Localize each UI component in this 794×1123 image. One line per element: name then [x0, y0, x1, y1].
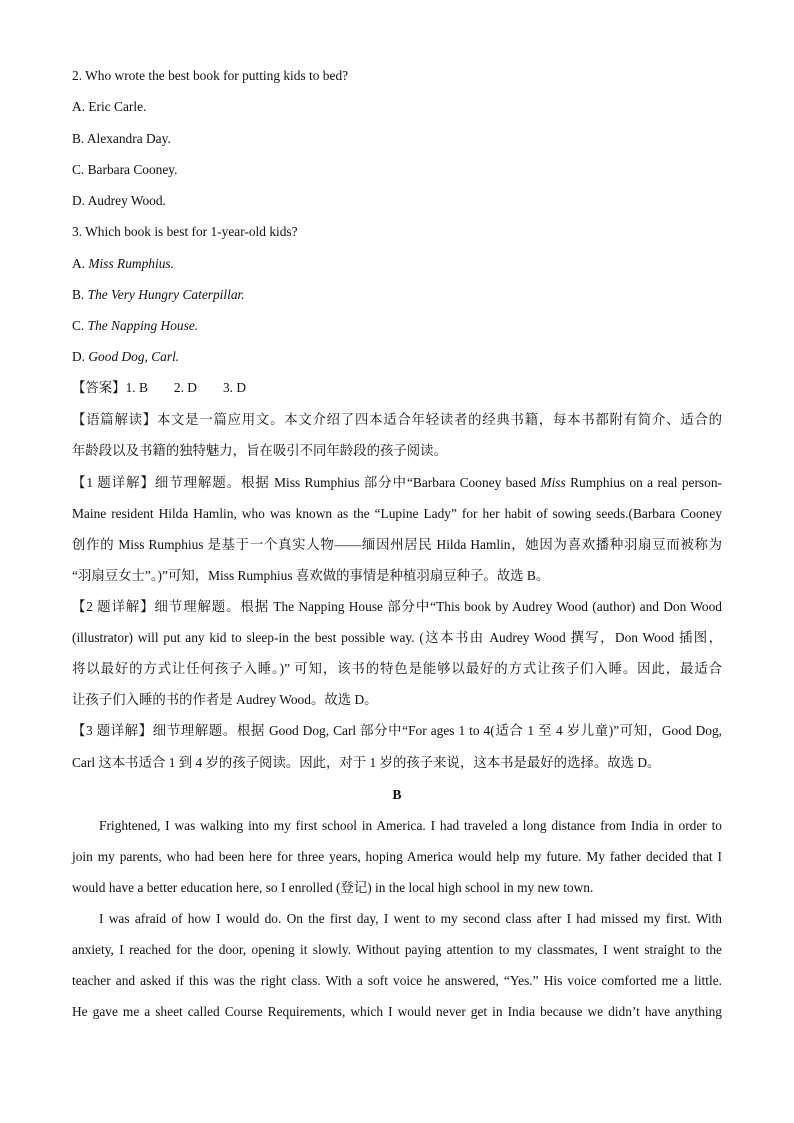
passage-b-para2-line-3: teacher and asked if this was the right class. With a soft voice he answered, “Yes.” His voice comforted me a little.	[72, 973, 722, 988]
book-title: The Very Hungry Caterpillar.	[87, 287, 245, 302]
q2-option-c: C. Barbara Cooney.	[72, 162, 178, 177]
detail3-line-1	[72, 722, 722, 740]
answer-line	[72, 379, 246, 397]
detail2-line-4: 让孩子们入睡的书的作者是 Audrey Wood。故选 D。	[72, 692, 378, 707]
answer-item: 2. D	[173, 380, 197, 395]
detail2-label: 【2 题详解】	[72, 599, 155, 614]
passage-b-para2-line-1: I was afraid of how I would do. On the first day, I went to my second class after I had missed my first. With	[99, 911, 722, 926]
option-letter: A.	[72, 256, 86, 271]
analysis-label: 【语篇解读】	[72, 412, 157, 427]
passage-b-para2-line-4: He gave me a sheet called Course Requirements, which I would never get in India because we didn’t have anything	[72, 1004, 722, 1019]
analysis-line-1	[72, 411, 722, 429]
q3-option-a	[72, 255, 174, 273]
question-3: 3. Which book is best for 1-year-old kids?	[72, 224, 298, 239]
answer-item: 1. B	[125, 380, 148, 395]
section-b-heading: B	[392, 787, 402, 802]
analysis-line-2: 年龄段以及书籍的独特魅力，旨在吸引不同年龄段的孩子阅读。	[72, 443, 447, 458]
detail3-text: 细节理解题。根据 Good Dog, Carl 部分中“For ages 1 to 4(适合 1 至 4 岁儿童)”可知，Good Dog,	[152, 723, 722, 738]
option-letter: B.	[72, 287, 85, 302]
passage-b-para1-line-1: Frightened, I was walking into my first school in America. I had traveled a long distance from India in order to	[99, 818, 722, 833]
q3-option-c	[72, 317, 198, 335]
q3-option-b	[72, 286, 245, 304]
detail2-line-3: 将以最好的方式让任何孩子入睡。)” 可知，该书的特色是能够以最好的方式让孩子们入睡。因此，最适合	[72, 661, 722, 676]
passage-b-para1-line-2: join my parents, who had been here for three years, hoping America would help my future. My father decided that I	[72, 849, 722, 864]
passage-b-para1-line-3: would have a better education here, so I enrolled (登记) in the local high school in my new town.	[72, 880, 594, 895]
detail1-label: 【1 题详解】	[72, 475, 155, 490]
detail1-italic: Miss	[540, 475, 566, 490]
q2-option-b: B. Alexandra Day.	[72, 131, 171, 146]
detail2-text: 细节理解题。根据 The Napping House 部分中“This book by Audrey Wood (author) and Don Wood	[154, 599, 722, 614]
book-title: Miss Rumphius.	[88, 256, 174, 271]
detail2-line-1	[72, 598, 722, 616]
q2-option-d: D. Audrey Wood.	[72, 193, 166, 208]
q2-option-a: A. Eric Carle.	[72, 99, 147, 114]
passage-b-para2-line-2: anxiety, I reached for the door, opening it slowly. Without paying attention to my classmates, I went straight to the	[72, 942, 722, 957]
detail3-label: 【3 题详解】	[72, 723, 153, 738]
detail1-line-2: Maine resident Hilda Hamlin, who was known as the “Lupine Lady” for her habit of sowing seeds.(Barbara Cooney	[72, 506, 722, 521]
book-title: Good Dog, Carl.	[88, 349, 180, 364]
detail1-line-4: “羽扇豆女士”。)”可知，Miss Rumphius 喜欢做的事情是种植羽扇豆种子。故选 B。	[72, 568, 550, 583]
q3-option-d	[72, 348, 179, 366]
question-2: 2. Who wrote the best book for putting kids to bed?	[72, 68, 349, 83]
option-letter: D.	[72, 349, 86, 364]
detail1-line-1	[72, 474, 722, 492]
answer-label: 【答案】	[72, 380, 126, 395]
detail2-line-2: (illustrator) will put any kid to sleep-in the best possible way. (这本书由 Audrey Wood 撰写，Don Wood 插图，	[72, 630, 722, 645]
detail3-line-2: Carl 这本书适合 1 到 4 岁的孩子阅读。因此，对于 1 岁的孩子来说，这本书是最好的选择。故选 D。	[72, 755, 661, 770]
detail1-text-end: Rumphius on a real person-	[565, 475, 722, 490]
answer-item: 3. D	[222, 380, 247, 395]
analysis-text: 本文是一篇应用文。本文介绍了四本适合年轻读者的经典书籍，每本书都附有简介、适合的	[156, 412, 723, 427]
detail1-text: 细节理解题。根据 Miss Rumphius 部分中“Barbara Cooney based	[154, 475, 541, 490]
book-title: The Napping House.	[87, 318, 199, 333]
option-letter: C.	[72, 318, 85, 333]
detail1-line-3: 创作的 Miss Rumphius 是基于一个真实人物——缅因州居民 Hilda Hamlin，她因为喜欢播种羽扇豆而被称为	[72, 537, 722, 552]
